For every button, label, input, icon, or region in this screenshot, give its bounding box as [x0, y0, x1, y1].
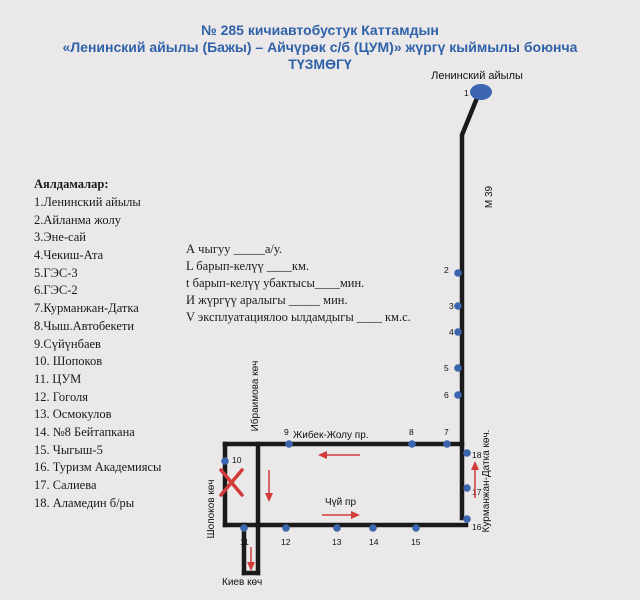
stop-marker-5 — [454, 364, 462, 372]
legend-length: L барып-келүү ____км. — [186, 259, 309, 273]
legend-speed: V эксплуатациялоо ылдамдыгы ____ км.с. — [186, 310, 411, 324]
stop-marker-17 — [463, 484, 471, 492]
road-label-chuy: Чүй пр — [325, 497, 357, 508]
road-label-zhibek: Жибек-Жолу пр. — [293, 430, 369, 441]
stop-list-item: 14. №8 Бейтапкана — [34, 424, 135, 439]
stop-number-3: 3 — [449, 301, 454, 311]
terminal-label: Ленинский айылы — [431, 70, 523, 82]
stop-marker-12 — [282, 524, 290, 532]
stop-marker-10 — [221, 457, 229, 465]
arrow-down-ibraimov — [265, 470, 273, 502]
stop-number-16: 16 — [472, 522, 482, 532]
stop-list-item: 5.ГЭС-3 — [34, 265, 78, 280]
road-label-ibraimov: Ибраимова көч — [250, 360, 261, 432]
stop-number-7: 7 — [444, 427, 449, 437]
legend-interval: И жүргүү аралыгы _____ мин. — [186, 293, 348, 307]
stop-list-item: 2.Айланма жолу — [34, 212, 121, 227]
stop-number-17: 17 — [472, 487, 482, 497]
stop-marker-16 — [463, 515, 471, 523]
stop-list-item: 12. Гоголя — [34, 389, 89, 404]
title-line-3: ТҮЗМӨГҮ — [288, 56, 352, 72]
stop-number-8: 8 — [409, 427, 414, 437]
stop-list-item: 11. ЦУМ — [34, 371, 82, 386]
stop-marker-11 — [240, 524, 248, 532]
stop-marker-6 — [454, 391, 462, 399]
stop-list-item: 17. Салиева — [34, 478, 97, 492]
stop-marker-7 — [443, 440, 451, 448]
stop-list-item: 3.Эне-сай — [34, 230, 86, 245]
stop-list-item: 13. Осмокулов — [34, 407, 112, 422]
stop-number-6: 6 — [444, 390, 449, 400]
stop-number-5: 5 — [444, 363, 449, 373]
arrow-left-zhibek — [318, 451, 360, 459]
stop-marker-2 — [454, 269, 462, 277]
stop-list-item: 7.Курманжан-Датка — [34, 301, 139, 316]
stop-list-item: 8.Чыш.Автобекети — [34, 318, 135, 333]
stop-number-18: 18 — [472, 450, 482, 460]
arrow-down-kiev — [247, 547, 255, 571]
stop-list-item: 1.Ленинский айылы — [34, 195, 141, 209]
stop-list-item: 9.Сүйүнбаев — [34, 336, 101, 351]
stop-number-14: 14 — [369, 537, 379, 547]
title-line-2: «Ленинский айылы (Бажы) – Айчүрөк с/б (ЦУМ)» жүргү кыймылы боюнча — [62, 39, 578, 55]
stop-number-12: 12 — [281, 537, 291, 547]
stop-number-15: 15 — [411, 537, 421, 547]
stop-marker-8 — [408, 440, 416, 448]
stop-number-9: 9 — [284, 427, 289, 437]
stop-marker-13 — [333, 524, 341, 532]
stop-number-13: 13 — [332, 537, 342, 547]
stop-marker-18 — [463, 449, 471, 457]
stop-number-2: 2 — [444, 265, 449, 275]
legend-departures: А чыгуу _____а/у. — [186, 242, 282, 256]
stop-list-item: 6.ГЭС-2 — [34, 283, 78, 298]
stop-marker-15 — [412, 524, 420, 532]
road-label-shopokov: Шопоков көч — [206, 479, 217, 539]
stop-list-item: 4.Чекиш-Ата — [34, 248, 104, 263]
road-label-m39: М 39 — [484, 185, 495, 209]
stop-marker-9 — [285, 440, 293, 448]
stop-list-item: 15. Чыгыш-5 — [34, 442, 103, 457]
road-label-kiev: Киев көч — [222, 577, 263, 588]
stop-list-item: 16. Туризм Академиясы — [34, 460, 162, 475]
road-label-kurmanjan: Курманжан-Датка көч. — [481, 429, 492, 533]
stop-list-item: 18. Аламедин б/ры — [34, 495, 135, 510]
stop-number-10: 10 — [232, 455, 242, 465]
legend-round-trip-time: t барып-келүү убактысы____мин. — [186, 276, 365, 290]
stops-heading: Аялдамалар: — [34, 177, 109, 191]
stop-marker-4 — [454, 328, 462, 336]
arrow-right-chuy — [322, 511, 360, 519]
stop-number-4: 4 — [449, 327, 454, 337]
stop-list-item: 10. Шопоков — [34, 354, 103, 369]
terminal-stop-marker — [470, 84, 492, 100]
stop-marker-3 — [454, 302, 462, 310]
stop-marker-14 — [369, 524, 377, 532]
direction-arrows — [247, 451, 479, 571]
title-line-1: № 285 кичиавтобустук Каттамдын — [201, 22, 439, 38]
stop-number-11: 11 — [240, 537, 249, 547]
stop-number-1: 1 — [464, 88, 469, 98]
